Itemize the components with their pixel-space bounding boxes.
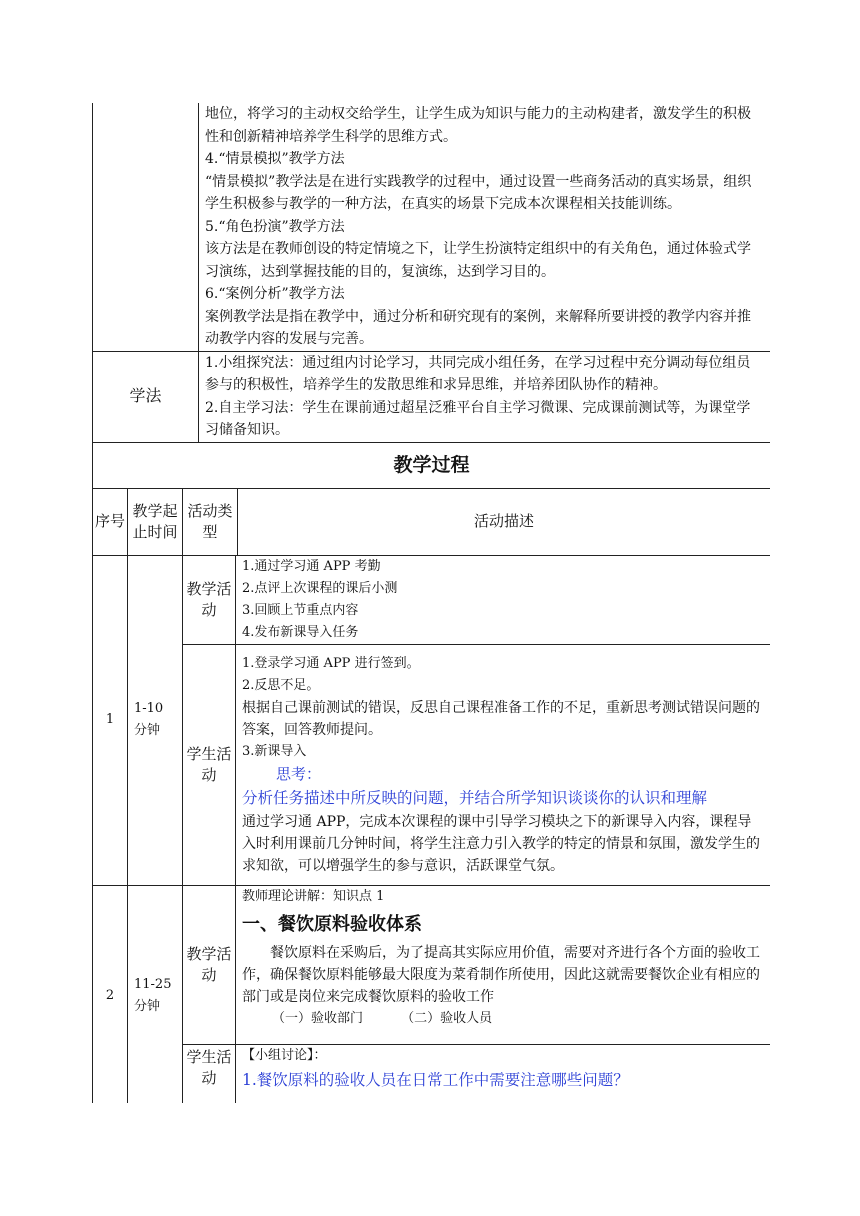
knowledge-heading: 一、餐饮原料验收体系 [242, 913, 423, 935]
row2-student [93, 1044, 771, 1103]
header-desc: 活动描述 [238, 488, 770, 555]
row1-stud-type: 学生活动 [183, 644, 236, 885]
row2-stud-content [236, 1044, 770, 1103]
sub-item-staff: （二）验收人员 [401, 1010, 493, 1026]
row2-time: 11-25分钟 [128, 885, 183, 1103]
row1-stud-items [236, 644, 770, 885]
list-item: 1.登录学习通 APP 进行签到。 [242, 655, 420, 671]
row1-teach-type: 教学活动 [183, 555, 236, 644]
learning-method-text [199, 351, 770, 442]
method-line: 案例教学法是指在教学中，通过分析和研究现有的案例，来解释所要讲授的教学内容并推动教学内容的发展与完善。 [205, 308, 752, 347]
knowledge-paragraph: 餐饮原料在采购后，为了提高其实际应用价值，需要对齐进行各个方面的验收工作，确保餐饮原料能够最大限度为菜肴制作所使用，因此这就需要餐饮企业有相应的部门或是岗位来完成餐饮原料的验收工作 [242, 944, 761, 1005]
row2-seq: 2 [93, 885, 128, 1103]
import-description: 通过学习通 APP，完成本次课程的课中引导学习模块之下的新课导入内容，课程导入时利用课前几分钟时间，将学生注意力引入教学的特定的情景和氛围，激发学生的求知欲，可以增强学生的参与意识，活跃课堂气氛。 [242, 813, 761, 874]
method-text-cell [199, 103, 770, 351]
sub-item-department: （一）验收部门 [272, 1010, 364, 1026]
list-item: 3.回顾上节重点内容 [242, 602, 359, 618]
method-line: 该方法是在教师创设的特定情境之下，让学生扮演特定组织中的有关角色，通过体验式学习演练，达到掌握技能的目的，复演练，达到学习目的。 [205, 241, 752, 280]
method-line: 6.“案例分析”教学方法 [205, 286, 345, 302]
learning-method-line: 2.自主学习法：学生在课前通过超星泛雅平台自主学习微课、完成课前测试等，为课堂学习储备知识。 [205, 399, 751, 438]
header-time: 教学起止时间 [128, 488, 183, 555]
teaching-method-row [93, 103, 771, 351]
header-seq: 序号 [93, 488, 128, 555]
header-type: 活动类型 [183, 488, 238, 555]
lesson-plan-frame [92, 103, 770, 1103]
learning-method-row [93, 351, 771, 442]
list-item: 2.反思不足。 [242, 677, 320, 693]
process-header-row [93, 488, 771, 555]
row2-teach-content [236, 885, 770, 1044]
sub-items [242, 1008, 764, 1030]
row1-teaching [93, 555, 771, 644]
lecture-intro: 教师理论讲解：知识点 1 [242, 888, 385, 904]
think-question: 分析任务描述中所反映的问题，并结合所学知识谈谈你的认识和理解 [242, 788, 708, 807]
lesson-plan-table [92, 103, 770, 1103]
row1-teach-items [236, 555, 770, 644]
method-label-cell [93, 103, 199, 351]
row1-time: 1-10分钟 [128, 555, 183, 885]
process-title-row [93, 442, 771, 488]
row2-teach-type: 教学活动 [183, 885, 236, 1044]
list-item: 根据自己课前测试的错误，反思自己课程准备工作的不足，重新思考测试错误问题的答案，回答教师提问。 [242, 699, 761, 738]
list-item: 1.通过学习通 APP 考勤 [242, 558, 381, 574]
process-title: 教学过程 [93, 442, 771, 488]
list-item: 4.发布新课导入任务 [242, 624, 359, 640]
learning-method-line: 1.小组探究法：通过组内讨论学习，共同完成小组任务，在学习过程中充分调动每位组员参与的积极性，培养学生的发散思维和求异思维，并培养团队协作的精神。 [205, 354, 751, 393]
row2-teaching [93, 885, 771, 1044]
discussion-question: 1.餐饮原料的验收人员在日常工作中需要注意哪些问题？ [242, 1070, 629, 1089]
method-line: 4.“情景模拟”教学方法 [205, 151, 345, 167]
row1-seq: 1 [93, 555, 128, 885]
method-line: 地位，将学习的主动权交给学生，让学生成为知识与能力的主动构建者，激发学生的积极性和创新精神培养学生科学的思维方式。 [205, 106, 752, 145]
method-line: “情景模拟”教学法是在进行实践教学的过程中，通过设置一些商务活动的真实场景，组织学生积极参与教学的一种方法，在真实的场景下完成本次课程相关技能训练。 [205, 173, 752, 212]
think-label: 思考： [276, 764, 322, 783]
list-item: 2.点评上次课程的课后小测 [242, 580, 398, 596]
row1-student [93, 644, 771, 885]
learning-method-label: 学法 [93, 351, 199, 442]
row2-stud-type: 学生活动 [183, 1044, 236, 1103]
discussion-label: 【小组讨论】： [242, 1047, 327, 1063]
method-line: 5.“角色扮演”教学方法 [205, 218, 345, 235]
list-item: 3.新课导入 [242, 743, 307, 759]
